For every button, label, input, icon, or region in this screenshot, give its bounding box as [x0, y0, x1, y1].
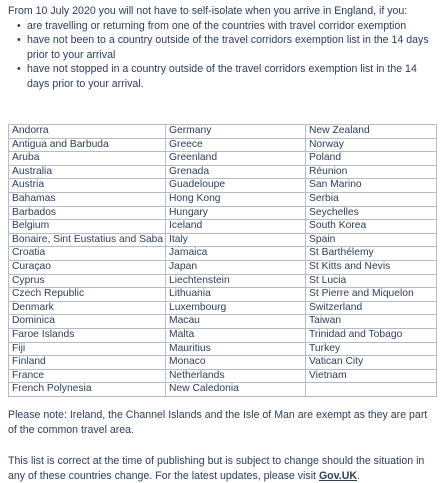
- country-cell: Jamaica: [166, 247, 306, 261]
- document: [8, 4, 436, 482]
- country-cell: Turkey: [306, 342, 437, 356]
- table-row: [9, 192, 437, 206]
- country-cell: Antigua and Barbuda: [9, 138, 166, 152]
- gov-uk-link[interactable]: Gov.UK: [318, 469, 357, 482]
- country-cell: Denmark: [9, 301, 166, 315]
- country-cell: New Zealand: [306, 125, 437, 139]
- condition-item: [17, 62, 436, 91]
- country-cell: Luxembourg: [166, 301, 306, 315]
- country-cell: [306, 383, 437, 397]
- country-cell: Australia: [9, 165, 166, 179]
- country-cell: French Polynesia: [9, 383, 166, 397]
- country-cell: Hungary: [166, 206, 306, 220]
- table-row: [9, 260, 437, 274]
- country-cell: New Caledonia: [166, 383, 306, 397]
- bullet-icon: •: [17, 34, 21, 47]
- table-row: [9, 125, 437, 139]
- country-cell: St Barthélemy: [306, 247, 437, 261]
- country-cell: Greenland: [166, 152, 306, 166]
- country-cell: Austria: [9, 179, 166, 193]
- country-cell: Bonaire, Sint Eustatius and Saba: [9, 233, 166, 247]
- country-cell: Malta: [166, 328, 306, 342]
- country-cell: Iceland: [166, 220, 306, 234]
- country-cell: St Kitts and Nevis: [306, 260, 437, 274]
- country-cell: Croatia: [9, 247, 166, 261]
- country-cell: Japan: [166, 260, 306, 274]
- conditions-list: [8, 19, 436, 92]
- country-cell: Vietnam: [306, 369, 437, 383]
- country-cell: Aruba: [9, 152, 166, 166]
- table-row: [9, 233, 437, 247]
- country-cell: Norway: [306, 138, 437, 152]
- country-cell: Belgium: [9, 220, 166, 234]
- country-cell: Trinidad and Tobago: [306, 328, 437, 342]
- country-cell: Seychelles: [306, 206, 437, 220]
- disclaimer: [8, 454, 436, 483]
- country-cell: Faroe Islands: [9, 328, 166, 342]
- table-row: [9, 288, 437, 302]
- country-cell: Macau: [166, 315, 306, 329]
- country-cell: Taiwan: [306, 315, 437, 329]
- table-row: [9, 138, 437, 152]
- table-row: [9, 165, 437, 179]
- country-cell: San Marino: [306, 179, 437, 193]
- country-cell: St Pierre and Miquelon: [306, 288, 437, 302]
- table-row: [9, 383, 437, 397]
- country-cell: Greece: [166, 138, 306, 152]
- bullet-icon: •: [17, 19, 21, 32]
- table-row: [9, 301, 437, 315]
- country-cell: Grenada: [166, 165, 306, 179]
- table-row: [9, 152, 437, 166]
- country-cell: South Korea: [306, 220, 437, 234]
- table-row: [9, 274, 437, 288]
- table-row: [9, 179, 437, 193]
- intro-text: From 10 July 2020 you will not have to self-isolate when you arrive in England, if you:: [8, 5, 408, 17]
- bullet-icon: •: [17, 63, 21, 76]
- table-row: [9, 369, 437, 383]
- condition-item: [17, 19, 436, 34]
- country-cell: Dominica: [9, 315, 166, 329]
- country-cell: St Lucia: [306, 274, 437, 288]
- condition-item: [17, 33, 436, 62]
- disclaimer-text: This list is correct at the time of publishing but is subject to change should the situation in any of these countries change. For the latest updates, please visit: [8, 455, 425, 482]
- country-cell: Lithuania: [166, 288, 306, 302]
- country-cell: Switzerland: [306, 301, 437, 315]
- country-cell: Hong Kong: [166, 192, 306, 206]
- table-row: [9, 342, 437, 356]
- country-cell: Fiji: [9, 342, 166, 356]
- country-cell: Germany: [166, 125, 306, 139]
- condition-text: have not stopped in a country outside of the travel corridors exemption list in the 14 days prior to your arrival.: [27, 63, 417, 90]
- country-cell: Finland: [9, 356, 166, 370]
- disclaimer-suffix: .: [357, 469, 360, 482]
- country-cell: Liechtenstein: [166, 274, 306, 288]
- country-cell: Netherlands: [166, 369, 306, 383]
- country-cell: Andorra: [9, 125, 166, 139]
- table-row: [9, 247, 437, 261]
- country-cell: Bahamas: [9, 192, 166, 206]
- table-row: [9, 328, 437, 342]
- country-cell: Réunion: [306, 165, 437, 179]
- country-cell: France: [9, 369, 166, 383]
- table-row: [9, 206, 437, 220]
- country-cell: Spain: [306, 233, 437, 247]
- country-cell: Cyprus: [9, 274, 166, 288]
- countries-table: [8, 124, 437, 397]
- country-cell: Vatican City: [306, 356, 437, 370]
- table-row: [9, 220, 437, 234]
- condition-text: are travelling or returning from one of the countries with travel corridor exemption: [27, 19, 407, 32]
- country-cell: Curaçao: [9, 260, 166, 274]
- country-cell: Barbados: [9, 206, 166, 220]
- country-cell: Mauritius: [166, 342, 306, 356]
- country-cell: Monaco: [166, 356, 306, 370]
- common-travel-area-note: Please note: Ireland, the Channel Islands and the Isle of Man are exempt as they are part of the common travel area.: [8, 409, 428, 436]
- table-row: [9, 315, 437, 329]
- country-cell: Italy: [166, 233, 306, 247]
- country-cell: Guadeloupe: [166, 179, 306, 193]
- country-cell: Czech Republic: [9, 288, 166, 302]
- condition-text: have not been to a country outside of the travel corridors exemption list in the 14 days prior to your arrival: [27, 34, 429, 61]
- country-cell: Serbia: [306, 192, 437, 206]
- country-cell: Poland: [306, 152, 437, 166]
- countries-table-body: [9, 125, 437, 397]
- table-row: [9, 356, 437, 370]
